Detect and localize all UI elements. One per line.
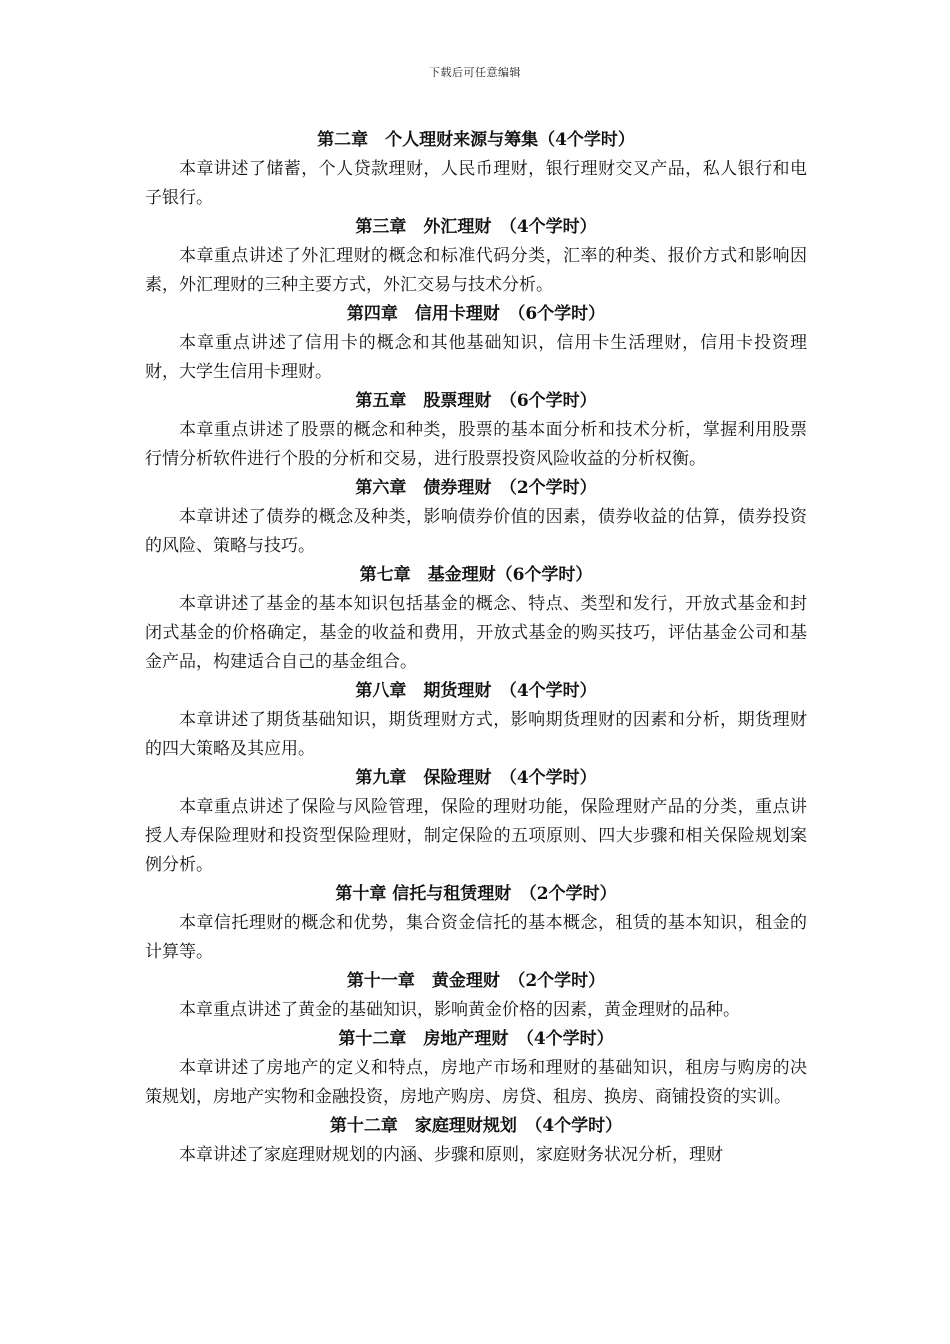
chapter-title: 第七章 基金理财（6个学时） (359, 565, 593, 585)
chapter-7 (145, 561, 807, 677)
chapter-title: 第三章 外汇理财 （4个学时） (355, 217, 597, 237)
chapter-title: 第十章 信托与租赁理财 （2个学时） (335, 884, 617, 904)
chapter-6 (145, 474, 807, 561)
chapter-9 (145, 764, 807, 880)
chapter-body: 本章讲述了储蓄，个人贷款理财，人民币理财，银行理财交叉产品，私人银行和电子银行。 (145, 159, 807, 208)
page-header: 下载后可任意编辑 (429, 66, 521, 79)
chapter-body: 本章重点讲述了股票的概念和种类，股票的基本面分析和技术分析，掌握利用股票行情分析软件进行个股的分析和交易，进行股票投资风险收益的分析权衡。 (145, 420, 807, 469)
chapter-body: 本章讲述了期货基础知识，期货理财方式，影响期货理财的因素和分析，期货理财的四大策略及其应用。 (145, 710, 807, 759)
chapter-body: 本章重点讲述了保险与风险管理，保险的理财功能，保险理财产品的分类，重点讲授人寿保险理财和投资型保险理财，制定保险的五项原则、四大步骤和相关保险规划案例分析。 (145, 797, 807, 875)
document-content (145, 126, 807, 1170)
chapter-title: 第八章 期货理财 （4个学时） (355, 681, 597, 701)
chapter-5 (145, 387, 807, 474)
chapter-title: 第六章 债券理财 （2个学时） (355, 478, 597, 498)
chapter-body: 本章讲述了债券的概念及种类，影响债券价值的因素，债券收益的估算，债券投资的风险、策略与技巧。 (145, 507, 807, 556)
chapter-title: 第十二章 房地产理财 （4个学时） (338, 1029, 614, 1049)
chapter-body: 本章信托理财的概念和优势，集合资金信托的基本概念，租赁的基本知识，租金的计算等。 (145, 913, 807, 962)
chapter-body: 本章重点讲述了黄金的基础知识，影响黄金价格的因素，黄金理财的品种。 (179, 1000, 740, 1020)
chapter-title: 第十一章 黄金理财 （2个学时） (346, 971, 606, 991)
chapter-2 (145, 126, 807, 213)
chapter-title: 第十二章 家庭理财规划 （4个学时） (329, 1116, 623, 1136)
chapter-11 (145, 967, 807, 1025)
chapter-12-real-estate (145, 1025, 807, 1112)
chapter-3 (145, 213, 807, 300)
chapter-body: 本章讲述了房地产的定义和特点，房地产市场和理财的基础知识，租房与购房的决策规划，房地产实物和金融投资，房地产购房、房贷、租房、换房、商铺投资的实训。 (145, 1058, 807, 1107)
chapter-body: 本章重点讲述了信用卡的概念和其他基础知识，信用卡生活理财，信用卡投资理财，大学生信用卡理财。 (145, 333, 807, 382)
chapter-4 (145, 300, 807, 387)
chapter-10 (145, 880, 807, 967)
chapter-title: 第九章 保险理财 （4个学时） (355, 768, 597, 788)
chapter-8 (145, 677, 807, 764)
chapter-title: 第五章 股票理财 （6个学时） (355, 391, 597, 411)
chapter-title: 第四章 信用卡理财 （6个学时） (346, 304, 606, 324)
chapter-title: 第二章 个人理财来源与筹集（4个学时） (317, 130, 635, 150)
chapter-body: 本章讲述了家庭理财规划的内涵、步骤和原则，家庭财务状况分析，理财 (179, 1145, 723, 1165)
chapter-body: 本章讲述了基金的基本知识包括基金的概念、特点、类型和发行，开放式基金和封闭式基金的价格确定，基金的收益和费用，开放式基金的购买技巧，评估基金公司和基金产品，构建适合自己的基金组合。 (145, 594, 807, 672)
chapter-12-family-planning (145, 1112, 807, 1170)
chapter-body: 本章重点讲述了外汇理财的概念和标准代码分类，汇率的种类、报价方式和影响因素，外汇理财的三种主要方式，外汇交易与技术分析。 (145, 246, 807, 295)
